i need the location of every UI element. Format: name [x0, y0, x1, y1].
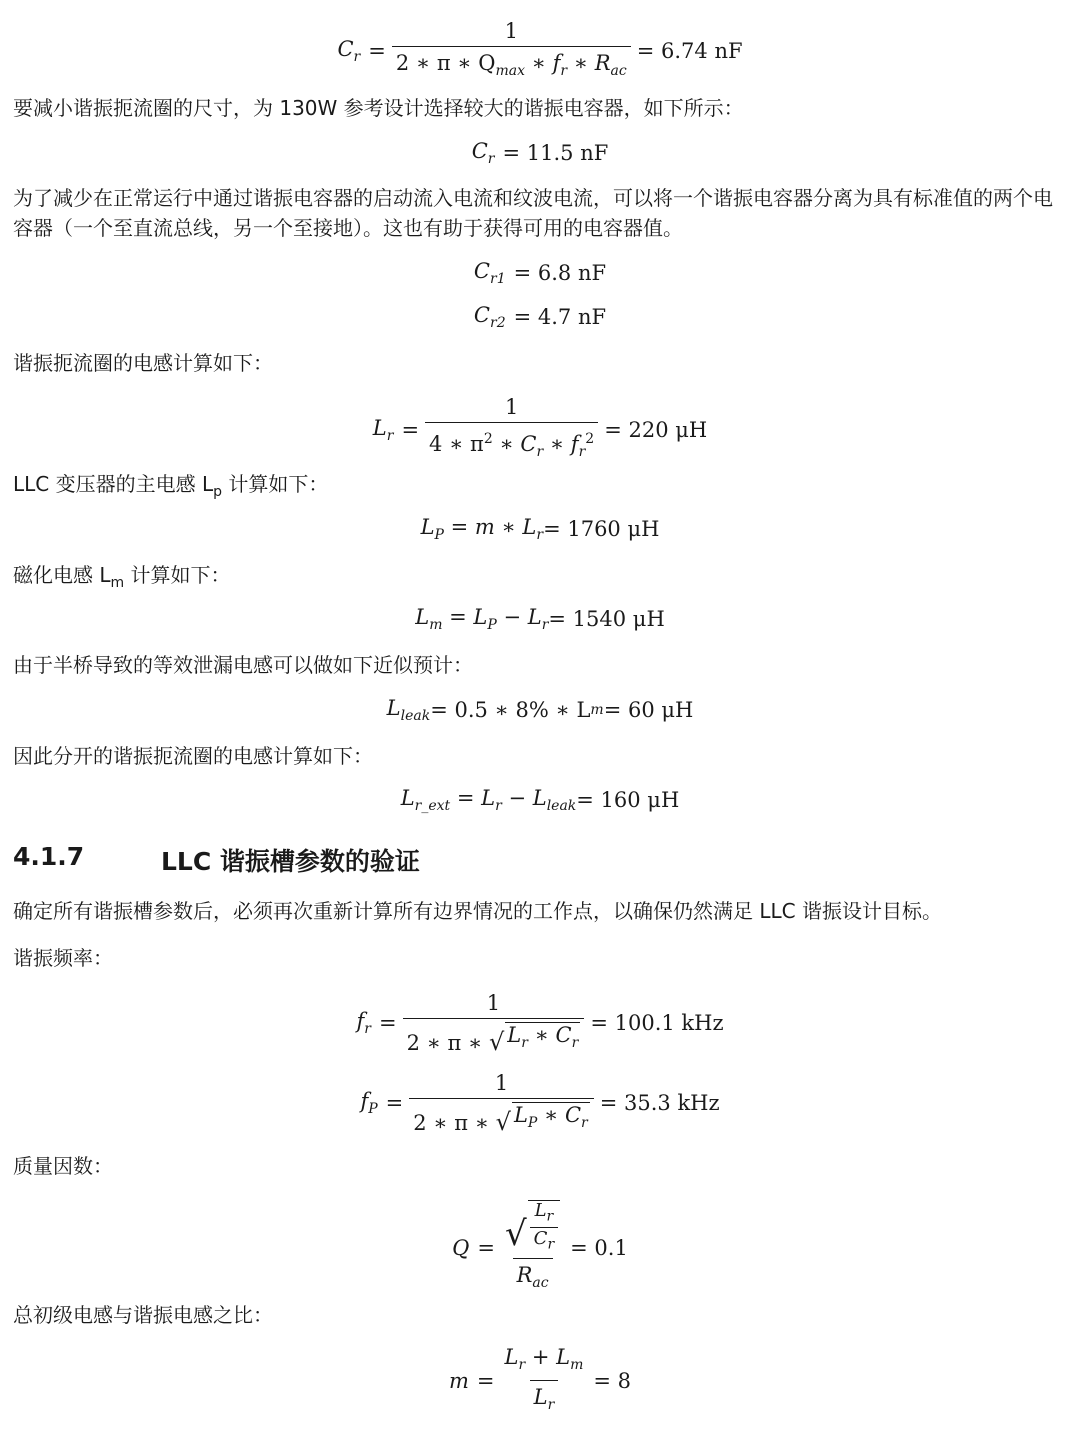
- equation-m: m = $\frac{L_r + L_m}{L_r}$ = 8: [0, 1344, 1080, 1418]
- equation-fp: $f_P$ = 1 2 ∗ π ∗ √ $L_P$ ∗ $C_r$ = 35.3 kHz: [360, 1071, 720, 1137]
- equation-cr-initial: $C_r$ = $\frac{1}{2 ∗ \pi ∗ Q_{max} ∗ f_r ∗ R_{ac}}$ = 6.74 nF: [0, 18, 1080, 84]
- equation-fr: $f_r$ = 1 2 ∗ π ∗ √ $L_r$ ∗ $C_r$ = 100.1 kHz: [356, 991, 724, 1057]
- equation-lp: $L_P = m$ ∗ $L_r$ = 1760 μH: [420, 515, 660, 544]
- paragraph-choke-inductance: 谐振扼流圈的电感计算如下：: [13, 351, 273, 375]
- paragraph-split-capacitor: 为了减少在正常运行中通过谐振电容器的启动流入电流和纹波电流，可以将一个谐振电容器分离为具有标准值的两个电容器（一个至直流总线，另一个至接地）。这也有助于获得可用的电容器值。: [13, 186, 1053, 240]
- paragraph-magnetizing-inductance: 磁化电感 $L_m$ 计算如下：: [13, 563, 231, 591]
- paragraph-leakage-estimate: 由于半桥导致的等效泄漏电感可以做如下近似预计：: [13, 653, 473, 677]
- label-inductance-ratio: 总初级电感与谐振电感之比：: [13, 1303, 273, 1327]
- paragraph-select-capacitor: 要减小谐振扼流圈的尺寸，为 130W 参考设计选择较大的谐振电容器，如下所示：: [13, 96, 744, 120]
- paragraph-main-inductance: LLC 变压器的主电感 $L_p$ 计算如下：: [13, 472, 329, 500]
- equation-cr2: $C_{r2}$ = 4.7 nF: [473, 303, 607, 332]
- equation-cr1: $C_{r1}$ = 6.8 nF: [473, 259, 607, 288]
- label-quality-factor: 质量因数：: [13, 1154, 113, 1178]
- label-resonant-frequency: 谐振频率：: [13, 946, 113, 970]
- equation-lm: $L_m = L_P - L_r$ = 1540 μH: [415, 605, 665, 634]
- equation-lleak: $L_{leak}$ = 0.5 ∗ 8% ∗ L m = 60 μH: [386, 696, 694, 725]
- equation-lr-ext: $L_{r\_ext} = L_r - L_{leak}$ = 160 μH: [400, 786, 680, 815]
- eq-lhs: $C_r$: [337, 37, 361, 66]
- equation-cr-selected: $C_r$ = 11.5 nF: [471, 139, 609, 168]
- equation-q: Q = √ $\frac{L_r}{C_r}$ $R_{ac}$ = 0.1: [0, 1200, 1080, 1296]
- section-number: 4.1.7: [13, 842, 85, 871]
- fraction: $\frac{1}{2 ∗ \pi ∗ Q_{max} ∗ f_r ∗ R_{ac}}$: [392, 18, 631, 84]
- paragraph-external-choke: 因此分开的谐振扼流圈的电感计算如下：: [13, 744, 373, 768]
- paragraph-verify-params: 确定所有谐振槽参数后，必须再次重新计算所有边界情况的工作点，以确保仍然满足 LLC 谐振设计目标。: [13, 899, 942, 923]
- equation-lr: $L_r$ = $\frac{1}{4 ∗ \pi^2 ∗ C_r ∗ f_r^2}$ = 220 μH: [0, 394, 1080, 465]
- eq-rhs: = 6.74 nF: [636, 39, 743, 64]
- section-title: LLC 谐振槽参数的验证: [161, 847, 420, 876]
